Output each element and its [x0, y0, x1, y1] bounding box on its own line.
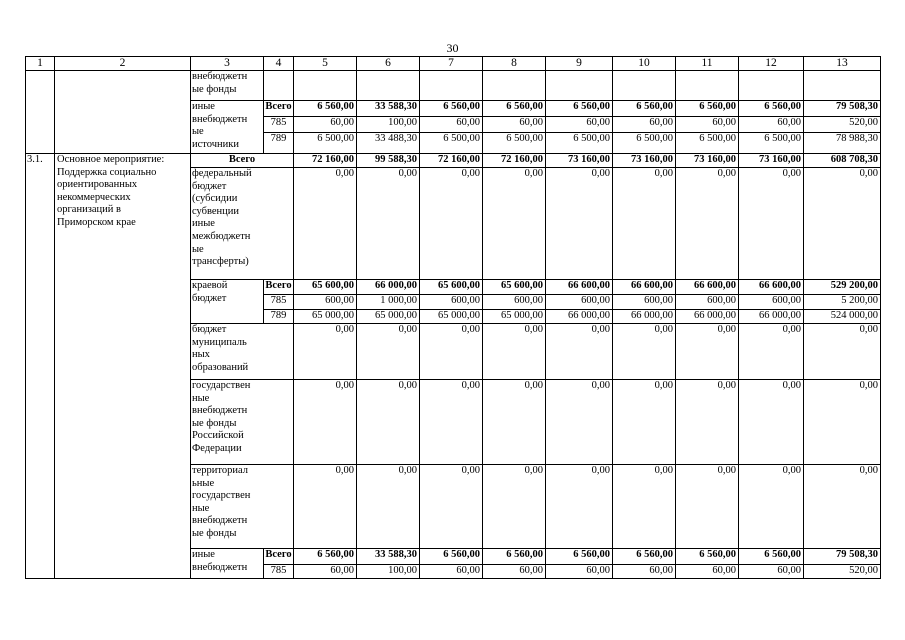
value-cell — [483, 71, 546, 101]
value-cell: 0,00 — [294, 168, 357, 280]
code-cell: Всего — [264, 549, 294, 565]
column-number: 3 — [191, 57, 264, 71]
value-cell: 0,00 — [676, 380, 739, 465]
value-cell: 600,00 — [483, 295, 546, 310]
value-cell: 60,00 — [546, 117, 613, 133]
value-cell: 0,00 — [676, 465, 739, 549]
value-cell: 600,00 — [676, 295, 739, 310]
header-row — [26, 57, 881, 71]
value-cell: 60,00 — [676, 117, 739, 133]
value-cell: 60,00 — [613, 117, 676, 133]
value-cell: 78 988,30 — [804, 133, 881, 154]
column-number: 11 — [676, 57, 739, 71]
value-cell: 0,00 — [739, 168, 804, 280]
value-cell: 65 600,00 — [483, 280, 546, 295]
value-cell: 73 160,00 — [739, 154, 804, 168]
value-cell: 60,00 — [739, 565, 804, 579]
value-cell: 66 600,00 — [546, 280, 613, 295]
item-number: 3.1. — [26, 154, 55, 579]
value-cell: 524 000,00 — [804, 310, 881, 324]
value-cell: 6 560,00 — [294, 549, 357, 565]
value-cell: 60,00 — [294, 117, 357, 133]
value-cell: 0,00 — [804, 465, 881, 549]
value-cell: 79 508,30 — [804, 549, 881, 565]
item-name: Основное мероприятие: Поддержка социально ориентированных некоммерческих организаций в Приморском крае — [55, 154, 191, 579]
item-number-cell — [26, 71, 55, 154]
value-cell: 65 000,00 — [294, 310, 357, 324]
value-cell — [613, 71, 676, 101]
value-cell: 66 000,00 — [357, 280, 420, 295]
page-number: 30 — [446, 41, 459, 55]
value-cell: 6 560,00 — [739, 549, 804, 565]
value-cell: 33 588,30 — [357, 549, 420, 565]
column-number: 10 — [613, 57, 676, 71]
value-cell: 600,00 — [739, 295, 804, 310]
value-cell: 0,00 — [546, 168, 613, 280]
value-cell: 66 000,00 — [613, 310, 676, 324]
value-cell: 0,00 — [420, 168, 483, 280]
value-cell: 66 600,00 — [739, 280, 804, 295]
value-cell: 65 600,00 — [294, 280, 357, 295]
value-cell: 65 000,00 — [420, 310, 483, 324]
value-cell: 0,00 — [546, 380, 613, 465]
value-cell: 600,00 — [546, 295, 613, 310]
value-cell: 33 588,30 — [357, 101, 420, 117]
column-number: 4 — [264, 57, 294, 71]
value-cell: 60,00 — [294, 565, 357, 579]
table-row — [26, 154, 881, 168]
value-cell: 600,00 — [613, 295, 676, 310]
value-cell: 72 160,00 — [294, 154, 357, 168]
value-cell: 600,00 — [420, 295, 483, 310]
value-cell: 6 560,00 — [294, 101, 357, 117]
value-cell: 5 200,00 — [804, 295, 881, 310]
value-cell: 608 708,30 — [804, 154, 881, 168]
table-row — [26, 71, 881, 101]
value-cell: 600,00 — [294, 295, 357, 310]
value-cell: 0,00 — [613, 380, 676, 465]
value-cell: 0,00 — [420, 380, 483, 465]
value-cell: 6 560,00 — [676, 101, 739, 117]
value-cell: 0,00 — [483, 380, 546, 465]
value-cell: 520,00 — [804, 565, 881, 579]
value-cell: 520,00 — [804, 117, 881, 133]
code-cell: 789 — [264, 133, 294, 154]
column-number: 1 — [26, 57, 55, 71]
value-cell — [804, 71, 881, 101]
value-cell: 6 560,00 — [613, 549, 676, 565]
value-cell: 65 600,00 — [420, 280, 483, 295]
value-cell: 60,00 — [739, 117, 804, 133]
value-cell: 73 160,00 — [546, 154, 613, 168]
column-number: 6 — [357, 57, 420, 71]
value-cell: 65 000,00 — [483, 310, 546, 324]
value-cell: 0,00 — [546, 324, 613, 380]
value-cell: 6 560,00 — [546, 549, 613, 565]
value-cell: 0,00 — [357, 380, 420, 465]
value-cell: 100,00 — [357, 117, 420, 133]
source-label: иные внебюджетн ые источники — [191, 101, 264, 154]
value-cell: 6 560,00 — [483, 101, 546, 117]
value-cell: 0,00 — [739, 324, 804, 380]
value-cell: 0,00 — [613, 168, 676, 280]
value-cell: 0,00 — [420, 465, 483, 549]
value-cell: 0,00 — [546, 465, 613, 549]
column-number: 13 — [804, 57, 881, 71]
value-cell: 0,00 — [294, 465, 357, 549]
value-cell: 60,00 — [483, 117, 546, 133]
code-cell: Всего — [264, 101, 294, 117]
value-cell: 0,00 — [294, 380, 357, 465]
column-number: 12 — [739, 57, 804, 71]
value-cell: 66 600,00 — [613, 280, 676, 295]
value-cell: 0,00 — [357, 324, 420, 380]
value-cell: 0,00 — [739, 380, 804, 465]
budget-table — [25, 56, 881, 579]
value-cell: 0,00 — [357, 168, 420, 280]
code-cell: 785 — [264, 117, 294, 133]
value-cell: 0,00 — [739, 465, 804, 549]
code-cell: Всего — [264, 280, 294, 295]
value-cell: 66 000,00 — [546, 310, 613, 324]
value-cell — [357, 71, 420, 101]
value-cell: 60,00 — [483, 565, 546, 579]
value-cell: 0,00 — [483, 168, 546, 280]
column-number: 5 — [294, 57, 357, 71]
value-cell: 73 160,00 — [676, 154, 739, 168]
source-label: федеральный бюджет (субсидии субвенции иные межбюджетн ые трансферты) — [191, 168, 294, 280]
value-cell: 6 500,00 — [613, 133, 676, 154]
value-cell: 529 200,00 — [804, 280, 881, 295]
value-cell: 65 000,00 — [357, 310, 420, 324]
value-cell: 72 160,00 — [483, 154, 546, 168]
value-cell: 0,00 — [357, 465, 420, 549]
code-cell: 785 — [264, 565, 294, 579]
value-cell: 6 560,00 — [483, 549, 546, 565]
value-cell — [420, 71, 483, 101]
source-label: краевой бюджет — [191, 280, 264, 324]
value-cell: 6 500,00 — [739, 133, 804, 154]
value-cell: 72 160,00 — [420, 154, 483, 168]
item-name-cell — [55, 71, 191, 154]
value-cell: 0,00 — [483, 324, 546, 380]
value-cell: 6 560,00 — [739, 101, 804, 117]
value-cell: 6 500,00 — [676, 133, 739, 154]
value-cell: 73 160,00 — [613, 154, 676, 168]
column-number: 8 — [483, 57, 546, 71]
code-cell: 785 — [264, 295, 294, 310]
value-cell: 100,00 — [357, 565, 420, 579]
value-cell: 66 000,00 — [739, 310, 804, 324]
value-cell — [546, 71, 613, 101]
value-cell: 6 500,00 — [420, 133, 483, 154]
code-cell — [264, 71, 294, 101]
value-cell — [294, 71, 357, 101]
value-cell: 0,00 — [483, 465, 546, 549]
source-label: территориал ьные государствен ные внебюджетн ые фонды — [191, 465, 294, 549]
value-cell — [739, 71, 804, 101]
total-label: Всего — [191, 154, 294, 168]
value-cell: 60,00 — [613, 565, 676, 579]
code-cell: 789 — [264, 310, 294, 324]
value-cell: 60,00 — [420, 565, 483, 579]
value-cell: 6 500,00 — [546, 133, 613, 154]
value-cell: 1 000,00 — [357, 295, 420, 310]
value-cell: 0,00 — [676, 324, 739, 380]
value-cell: 6 500,00 — [294, 133, 357, 154]
value-cell: 0,00 — [804, 168, 881, 280]
value-cell: 79 508,30 — [804, 101, 881, 117]
value-cell: 60,00 — [546, 565, 613, 579]
value-cell: 0,00 — [676, 168, 739, 280]
value-cell: 0,00 — [420, 324, 483, 380]
column-number: 2 — [55, 57, 191, 71]
value-cell: 6 560,00 — [613, 101, 676, 117]
value-cell: 66 600,00 — [676, 280, 739, 295]
value-cell: 0,00 — [613, 324, 676, 380]
value-cell: 6 500,00 — [483, 133, 546, 154]
source-label: государствен ные внебюджетн ые фонды Российской Федерации — [191, 380, 294, 465]
value-cell: 0,00 — [613, 465, 676, 549]
value-cell: 0,00 — [804, 380, 881, 465]
value-cell: 66 000,00 — [676, 310, 739, 324]
value-cell: 60,00 — [676, 565, 739, 579]
value-cell: 0,00 — [804, 324, 881, 380]
value-cell: 0,00 — [294, 324, 357, 380]
value-cell: 99 588,30 — [357, 154, 420, 168]
column-number: 7 — [420, 57, 483, 71]
source-label: бюджет муниципаль ных образований — [191, 324, 294, 380]
column-number: 9 — [546, 57, 613, 71]
value-cell — [676, 71, 739, 101]
value-cell: 33 488,30 — [357, 133, 420, 154]
source-label: внебюджетн ые фонды — [191, 71, 264, 101]
value-cell: 6 560,00 — [420, 549, 483, 565]
value-cell: 60,00 — [420, 117, 483, 133]
source-label: иные внебюджетн — [191, 549, 264, 579]
value-cell: 6 560,00 — [546, 101, 613, 117]
value-cell: 6 560,00 — [676, 549, 739, 565]
value-cell: 6 560,00 — [420, 101, 483, 117]
